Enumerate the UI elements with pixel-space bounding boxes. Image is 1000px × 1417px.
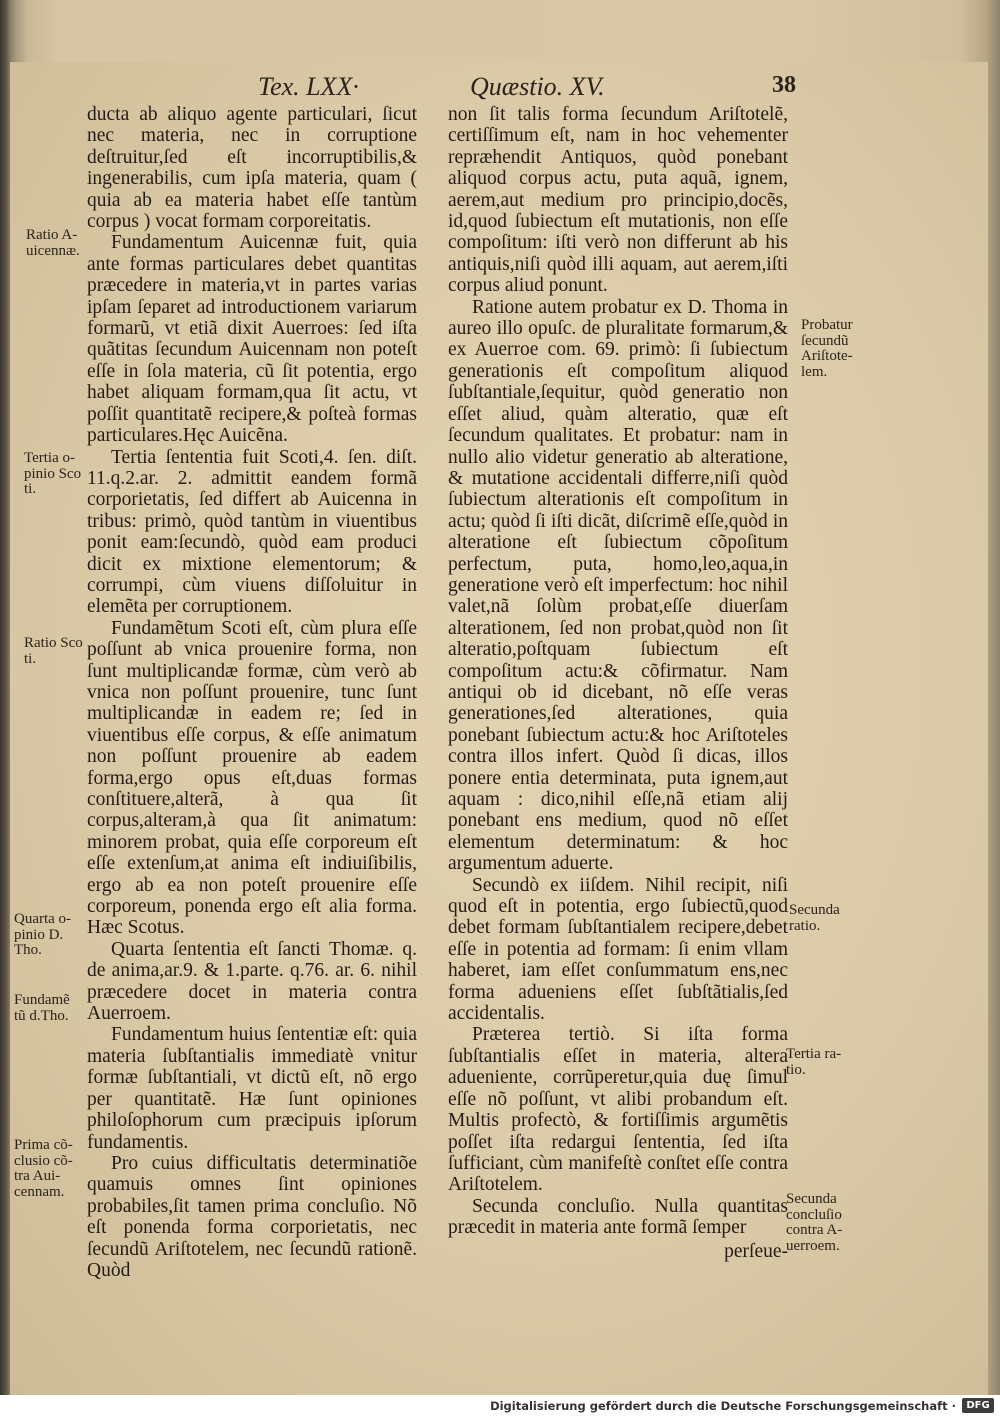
text-number: Tex. LXX·	[258, 72, 359, 101]
question-number: Quæstio. XV.	[470, 72, 605, 101]
paragraph: Quarta ſententia eſt ſancti Thomæ. q. de anima,ar.9. & 1.parte. q.76. ar. 6. nihil præcedere docet in materia contra Auerroem.	[87, 938, 417, 1025]
funding-notice: Digitalisierung gefördert durch die Deutsche Forschungsgemeinschaft ·	[490, 1399, 956, 1413]
footer-bar	[0, 1395, 1000, 1417]
paragraph: Pro cuius difficultatis determinatiõe quamuis omnes ſint opiniones probabiles,ſit tamen prima concluſio. Nõ eſt ponenda forma corporietatis, nec ſecundũ Ariſtotelem, nec ſecundũ rationẽ. Quòd	[87, 1152, 417, 1281]
paragraph: non ſit talis forma ſecundum Ariſtotelẽ, certiſſimum eſt, nam in hoc vehementer repræhendit Antiquos, quòd ponebant aliquod corpus actu, puta aquã, ignem, aerem,aut medium pro principio,docẽs, id,quod ſubiectum eſt mutationis, non eſſe compoſitum: iſti verò non differunt ab his antiquis,niſi quòd illi aquam, aut aerem,iſti corpus aliud ponunt.	[448, 104, 788, 297]
right-text-column	[448, 104, 788, 1262]
catchword: perſeue-	[724, 1240, 788, 1262]
margin-note-probatur: Probatur ſecundũ Ariſtote- lem.	[801, 317, 853, 380]
dfg-logo-icon: DFG	[962, 1398, 994, 1413]
margin-note-tertia-opinio: Tertia o- pinio Sco ti.	[24, 450, 82, 497]
paragraph: Præterea tertiò. Si iſta forma ſubſtantialis eſſet in materia, altera adueniente, corrũperetur,quia duę ſimul eſſe nõ poſſunt, vt alibi probandum eſt. Multis profectò, & fortiſſimis argumẽtis poſſet iſta redargui ſententia, ſed iſta ſufficiant, cùm manifeſtè conſtet eſſe contra Ariſtotelem.	[448, 1024, 788, 1196]
margin-note-prima-conclusio: Prima cõ- clusio cõ- tra Aui- cennam.	[14, 1137, 73, 1200]
paragraph: Fundamẽtum Scoti eſt, cùm plura eſſe poſſunt ab vnica prouenire forma, non ſunt multiplicandæ formæ, cùm verò ab vnica non poſſunt prouenire, tunc ſunt multiplicandæ in eadem re; ſed in viuentibus eſſe corpus, & eſſe animatum non poſſunt prouenire ab eadem forma,ergo opus eſt,duas formas conſtituere,alterã, à qua ſit corpus,alteram,à qua ſit animatum: minorem probat, quia eſſe corporeum eſt eſſe extenſum,at anima eſt indiuiſibilis, ergo ab ea non poteſt prouenire eſſe corporeum, ponenda ergo eſt alia forma. Hæc Scotus.	[87, 617, 417, 939]
margin-note-secunda-conclusio: Secunda concluſio contra A- uerroem.	[786, 1191, 843, 1254]
margin-note-secunda-ratio: Secunda ratio.	[789, 902, 840, 934]
running-head	[0, 72, 1000, 108]
paragraph: Fundamentum Auicennæ fuit, quia ante formas particulares debet quantitas præcedere in materia,vt in partes varias ipſam ſeparet ad introductionem variarum formarũ, vt etiã dixit Auerroes: ſed iſta quãtitas ſecundum Auicennam non poteſt eſſe in ſola materia, cũ ſit potentia, ergo habet aliquam formam,qua ſit actu, vt poſſit quantitatẽ recipere,& poſteà formas particulares.Hęc Auicẽna.	[87, 232, 417, 447]
margin-note-tertia-ratio: Tertia ra- tio.	[786, 1046, 842, 1078]
paragraph: ducta ab aliquo agente particulari, ſicut nec materia, nec in corruptione deſtruitur,ſed eſt incorruptibilis,& ingenerabilis, cum ipſa materia, quam ( quia ab ea materia habet eſſe tantùm corpus ) vocat formam corporeitatis.	[87, 104, 417, 233]
margin-note-quarta-opinio: Quarta o- pinio D. Tho.	[14, 911, 72, 958]
paragraph: Secundò ex iiſdem. Nihil recipit, niſi quod eſt in potentia, ergo ſubiectũ,quod debet formam ſubſtantialem recipere,debet eſſe in potentia ad formam: ſi enim vllam haberet, iam eſſet conſummatum ens,nec forma adueniens eſſet ſubſtãtialis,ſed accidentalis.	[448, 874, 788, 1025]
paragraph: Tertia ſententia fuit Scoti,4. ſen. diſt. 11.q.2.ar. 2. admittit eandem formã corporietatis, ſed differt ab Auicenna in tribus: primò, quòd tantùm in viuentibus ponit eam:ſecundò, quòd eam produci dicit ex mixtione elementorum; & corrumpi, cùm viuens diſſoluitur in elemẽta per corruptionem.	[87, 446, 417, 618]
folio-number: 38	[772, 72, 796, 98]
left-text-column	[87, 104, 417, 1281]
margin-note-ratio-auicennae: Ratio A- uicennæ.	[26, 227, 80, 259]
margin-note-fundamentum: Fundamẽ tũ d.Tho.	[14, 992, 70, 1024]
paragraph: Ratione autem probatur ex D. Thoma in aureo illo opuſc. de pluralitate formarum,& ex Auerroe com. 69. primò: ſi ſubiectum generationis eſt compoſitum aliquod ſubſtantiale,ſequitur, quòd generatio non eſſet aliud, quàm alteratio, quæ eſt ſecundum qualitates. Et probatur: nam in nullo alio videtur generatio ab alteratione, & mutatione accidentali differre,niſi quòd ſubiectum alterationis eſt compoſitum in actu; quòd ſi iſti dicãt, diſcrimẽ eſſe,quòd in alteratione eſt ſubiectum cõpoſitum perfectum, puta, homo,leo,aqua,in generatione verò eſt imperfectum: hoc nihil valet,nã ſolùm probat,eſſe diuerſam alterationem, ſed non probat,quòd non ſit alteratio,poſtquam ſubiectum eſt compoſitum actu:& cõfirmatur. Nam antiqui ob id dicebant, nõ eſſe veras generationes,ſed alterationes, quia ponebant ſubiectum actu:& hoc Ariſtoteles contra illos infert. Quòd ſi dicas, illos ponere entia determinata, puta ignem,aut aquam : dico,nihil eſſe,nã etiam alij ponebant ens medium, quod nõ eſſet elementum determinatum: & hoc argumentum aduerte.	[448, 296, 788, 875]
paragraph: Secunda concluſio. Nulla quantitas præcedit in materia ante formã ſemper	[448, 1195, 788, 1239]
paragraph: Fundamentum huius ſententiæ eſt: quia materia ſubſtantialis immediatè vnitur formæ ſubſtantiali, vt dictũ eſt, nõ ergo per quantitatẽ. Hæ ſunt opiniones philoſophorum cum præcipuis ipſorum fundamentis.	[87, 1024, 417, 1153]
margin-note-ratio-scoti: Ratio Sco ti.	[24, 635, 83, 667]
